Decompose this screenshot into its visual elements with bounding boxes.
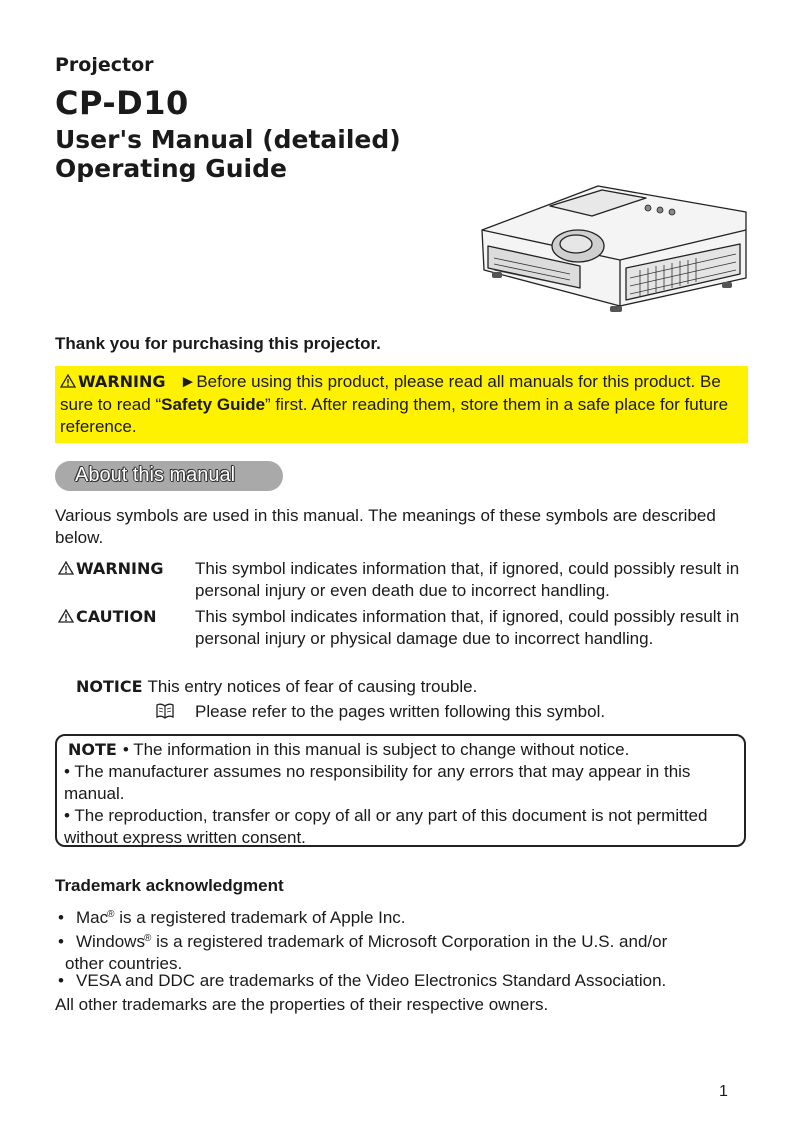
projector-illustration [470,178,754,318]
note-item-3: • The reproduction, transfer or copy of all or any part of this document is not permitted without express written consent. [64,806,708,847]
section-heading-pill [55,461,283,491]
warning-triangle-icon [60,374,76,388]
thanks-line: Thank you for purchasing this projector. [55,334,381,353]
warning-banner-text-pre: ►Before using this product, please read all manuals for this product. Be sure to read “ [60,372,721,414]
note-box [55,734,746,847]
symbol-warning-tag: WARNING [58,559,164,578]
symbol-notice-tag: NOTICE [76,677,143,696]
manual-title-line1: User's Manual (detailed) [55,125,401,154]
manual-title-line2: Operating Guide [55,154,287,183]
registered-mark: ® [143,933,152,944]
model-title: CP-D10 [55,84,189,122]
note-tag: NOTE [68,740,117,759]
warning-triangle-icon [58,561,74,575]
symbol-warning-desc: This symbol indicates information that, if ignored, could possibly result in personal injury or even death due to incorrect handling. [195,559,740,600]
trademark-item-mac: • Mac® is a registered trademark of Apple Inc. [58,908,406,927]
safety-guide-reference: Safety Guide [161,394,266,414]
warning-banner-tag: WARNING [60,372,166,391]
trademark-footer: All other trademarks are the properties of their respective owners. [55,995,549,1014]
note-item-2: • The manufacturer assumes no responsibility for any errors that may appear in this manual. [64,762,691,803]
symbol-caution-tag: CAUTION [58,607,156,626]
warning-banner [55,366,748,443]
page-number: 1 [719,1083,728,1100]
document-kicker: Projector [55,54,154,76]
note-line-1: NOTE • The information in this manual is subject to change without notice. [68,740,630,759]
registered-mark: ® [107,909,115,920]
section-heading-label: About this manual [75,464,236,486]
symbol-notice-row [76,677,477,697]
warning-banner-text-post: ” first. After reading them, store them in a safe place for future reference. [60,394,729,436]
symbol-reference-desc: Please refer to the pages written following this symbol. [195,702,606,721]
trademark-item-windows: • Windows® is a registered trademark of Microsoft Corporation in the U.S. and/or other countries. [58,932,668,973]
trademark-item-vesa: • VESA and DDC are trademarks of the Video Electronics Standard Association. [58,971,667,990]
about-intro: Various symbols are used in this manual. The meanings of these symbols are described below. [55,506,716,547]
trademark-heading: Trademark acknowledgment [55,876,284,895]
symbol-notice-desc: This entry notices of fear of causing trouble. [147,677,478,696]
book-reference-icon [155,703,175,719]
caution-triangle-icon [58,609,74,623]
symbol-caution-desc: This symbol indicates information that, if ignored, could possibly result in personal injury or physical damage due to incorrect handling. [195,607,740,648]
